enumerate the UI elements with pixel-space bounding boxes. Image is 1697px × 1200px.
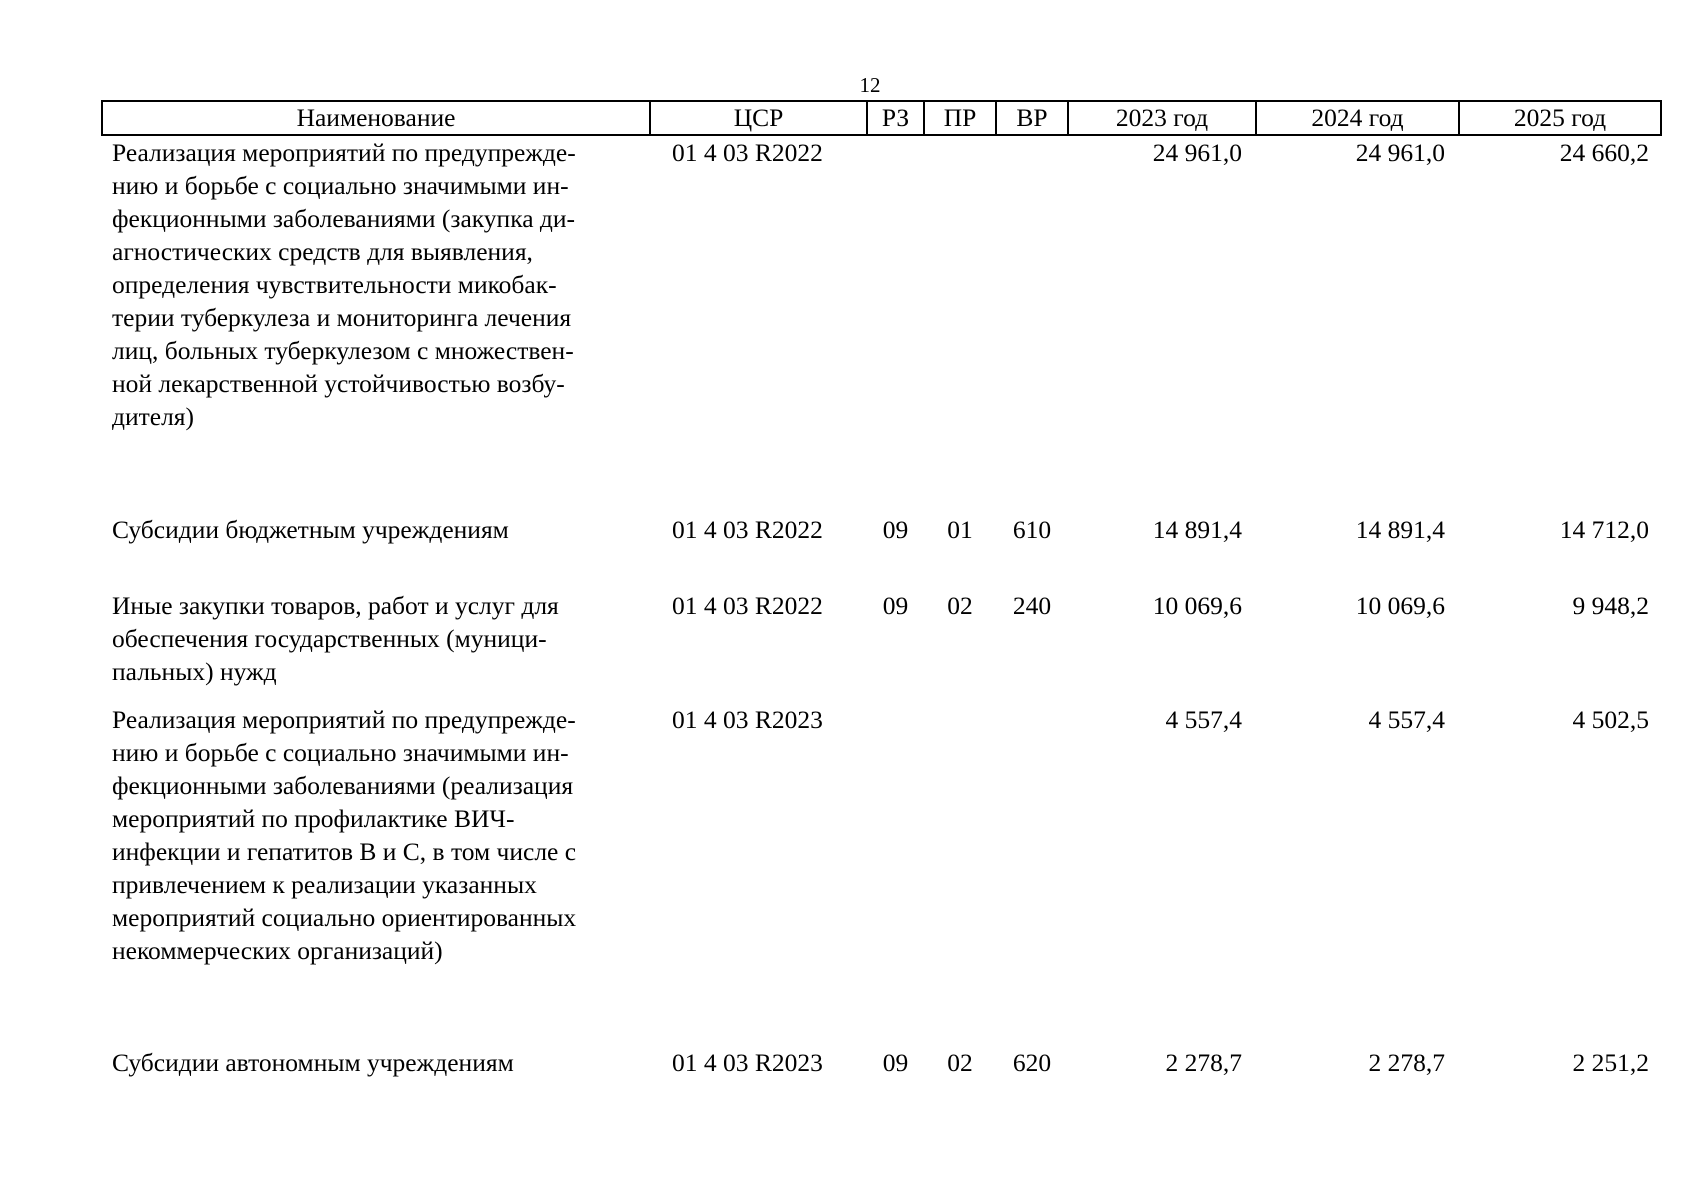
row-name-line: Иные закупки товаров, работ и услуг для <box>112 591 559 620</box>
row-value-2025: 2 251,2 <box>1572 1048 1649 1077</box>
row-csr: 01 4 03 R2023 <box>672 705 823 734</box>
row-name-line: определения чувствительности микобак- <box>112 270 557 299</box>
row-value-2024: 4 557,4 <box>1368 705 1445 734</box>
row-rz: 09 <box>882 591 909 620</box>
table-row <box>102 589 1661 703</box>
row-name-line: привлечением к реализации указанных <box>112 870 537 899</box>
row-csr: 01 4 03 R2022 <box>672 515 823 544</box>
row-name-line: обеспечения государственных (муници- <box>112 624 547 653</box>
row-name-line: нию и борьбе с социально значимыми ин- <box>112 171 569 200</box>
row-vr: 240 <box>1012 591 1052 620</box>
row-csr: 01 4 03 R2022 <box>672 591 823 620</box>
table-row <box>102 513 1661 589</box>
header-vr: ВР <box>996 101 1068 135</box>
table-header-row <box>102 101 1661 135</box>
row-value-2024: 14 891,4 <box>1355 515 1445 544</box>
row-value-2023: 4 557,4 <box>1165 705 1242 734</box>
row-value-2024: 2 278,7 <box>1368 1048 1445 1077</box>
row-pr: 02 <box>947 591 973 620</box>
row-value-2023: 14 891,4 <box>1152 515 1242 544</box>
row-name-line: нию и борьбе с социально значимыми ин- <box>112 738 569 767</box>
row-value-2023: 2 278,7 <box>1165 1048 1242 1077</box>
row-value-2025: 9 948,2 <box>1572 591 1649 620</box>
row-csr: 01 4 03 R2022 <box>672 138 823 167</box>
header-2023: 2023 год <box>1068 101 1256 135</box>
header-csr: ЦСР <box>650 101 867 135</box>
row-name-line: дителя) <box>112 402 195 431</box>
table-row <box>102 135 1661 513</box>
row-value-2025: 4 502,5 <box>1572 705 1649 734</box>
row-pr: 01 <box>947 515 973 544</box>
row-name <box>102 703 650 1046</box>
row-vr: 620 <box>1012 1048 1052 1077</box>
row-csr: 01 4 03 R2023 <box>672 1048 823 1077</box>
row-value-2024: 24 961,0 <box>1355 138 1445 167</box>
header-name: Наименование <box>102 101 650 135</box>
row-name-line: лиц, больных туберкулезом с множествен- <box>112 336 574 365</box>
row-value-2025: 24 660,2 <box>1559 138 1649 167</box>
row-name-line: Субсидии автономным учреждениям <box>112 1048 514 1077</box>
row-rz: 09 <box>882 1048 909 1077</box>
row-name-line: Субсидии бюджетным учреждениям <box>112 515 509 544</box>
row-name-line: инфекции и гепатитов В и С, в том числе с <box>112 837 577 866</box>
row-value-2024: 10 069,6 <box>1355 591 1445 620</box>
row-pr: 02 <box>947 1048 973 1077</box>
row-name <box>102 135 650 513</box>
row-name-line: фекционными заболеваниями (закупка ди- <box>112 204 575 233</box>
row-name-line: ной лекарственной устойчивостью возбу- <box>112 369 565 398</box>
row-value-2023: 24 961,0 <box>1152 138 1242 167</box>
row-name-line: мероприятий социально ориентированных <box>112 903 577 932</box>
table-row <box>102 703 1661 1046</box>
row-vr: 610 <box>1012 515 1052 544</box>
row-name <box>102 1046 650 1086</box>
row-name-line: Реализация мероприятий по предупрежде- <box>112 138 576 167</box>
table-row <box>102 1046 1661 1086</box>
header-2024: 2024 год <box>1256 101 1459 135</box>
row-name-line: некоммерческих организаций) <box>112 936 443 965</box>
row-name-line: агностических средств для выявления, <box>112 237 533 266</box>
row-name-line: пальных) нужд <box>112 657 277 686</box>
row-name-line: мероприятий по профилактике ВИЧ- <box>112 804 515 833</box>
budget-table <box>101 100 1662 1086</box>
row-name-line: фекционными заболеваниями (реализация <box>112 771 574 800</box>
row-value-2023: 10 069,6 <box>1152 591 1242 620</box>
row-name <box>102 589 650 703</box>
header-2025: 2025 год <box>1459 101 1661 135</box>
row-value-2025: 14 712,0 <box>1559 515 1649 544</box>
header-rz: РЗ <box>867 101 924 135</box>
row-name-line: Реализация мероприятий по предупрежде- <box>112 705 576 734</box>
page-number: 12 <box>859 73 881 97</box>
row-name-line: терии туберкулеза и мониторинга лечения <box>112 303 572 332</box>
row-name <box>102 513 650 589</box>
row-rz: 09 <box>882 515 909 544</box>
header-pr: ПР <box>924 101 996 135</box>
